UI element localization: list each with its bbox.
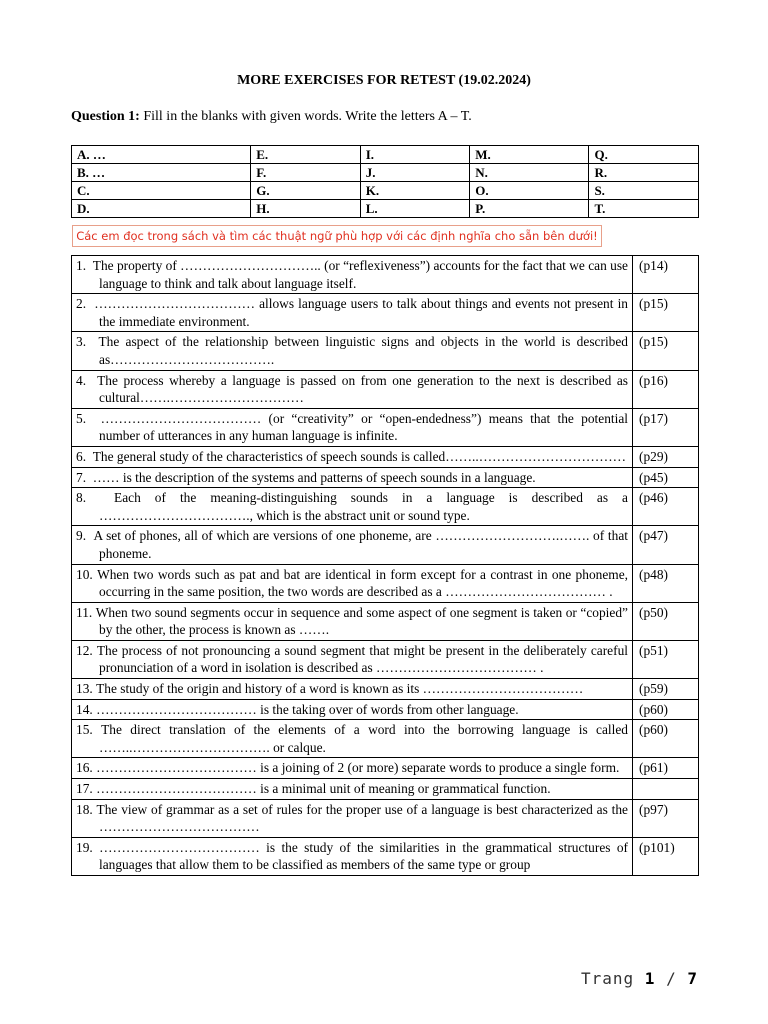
answer-cell[interactable]: P. [470, 200, 589, 218]
definition-row [72, 837, 699, 875]
page-reference: (p15) [633, 332, 699, 370]
definition-text: 4. The process whereby a language is passed on from one generation to the next is described as cultural…….………………………… [72, 370, 633, 408]
answer-cell[interactable]: R. [589, 164, 699, 182]
definition-row [72, 779, 699, 800]
page-reference: (p59) [633, 679, 699, 700]
definition-text: 12. The process of not pronouncing a sound segment that might be present in the deliberately careful pronunciation of a word in isolation is described as ……………………………… . [72, 640, 633, 678]
page-reference: (p101) [633, 837, 699, 875]
answer-cell[interactable]: F. [251, 164, 361, 182]
definition-text: 13. The study of the origin and history of a word is known as its ……………………………… [72, 679, 633, 700]
definition-row [72, 758, 699, 779]
page-reference: (p97) [633, 799, 699, 837]
question-text: Fill in the blanks with given words. Write the letters A – T. [139, 109, 472, 124]
answer-cell[interactable]: K. [360, 182, 470, 200]
definition-text: 18. The view of grammar as a set of rules for the proper use of a language is best characterized as the ……………………………… [72, 799, 633, 837]
answer-grid-row [72, 200, 699, 218]
definition-text: 14. ……………………………… is the taking over of words from other language. [72, 699, 633, 720]
answer-cell[interactable]: C. [72, 182, 251, 200]
page-reference: (p46) [633, 488, 699, 526]
definition-text: 10. When two words such as pat and bat are identical in form except for a contrast in one phoneme, occurring in the same position, the two words are described as a ……………………………… . [72, 564, 633, 602]
answer-cell[interactable]: L. [360, 200, 470, 218]
definition-row [72, 332, 699, 370]
answer-grid-row [72, 164, 699, 182]
definition-text: 2. ……………………………… allows language users to talk about things and events not present in the immediate environment. [72, 294, 633, 332]
definition-row [72, 679, 699, 700]
definition-row [72, 720, 699, 758]
page-reference: (p48) [633, 564, 699, 602]
answer-cell[interactable]: N. [470, 164, 589, 182]
answer-cell[interactable]: D. [72, 200, 251, 218]
definition-text: 19. ……………………………… is the study of the similarities in the grammatical structures of languages that allow them to be classified as members of the same type or group [72, 837, 633, 875]
page-reference: (p45) [633, 467, 699, 488]
definition-text: 1. The property of ………………………….. (or “reflexiveness”) accounts for the fact that we can use language to think and talk about language itself. [72, 256, 633, 294]
definition-row [72, 446, 699, 467]
definition-text: 6. The general study of the characteristics of speech sounds is called……..…………………………… [72, 446, 633, 467]
answer-cell[interactable]: J. [360, 164, 470, 182]
answer-cell[interactable]: O. [470, 182, 589, 200]
answer-grid-row [72, 146, 699, 164]
definition-row [72, 488, 699, 526]
definition-text: 7. …… is the description of the systems and patterns of speech sounds in a language. [72, 467, 633, 488]
answer-cell[interactable]: B. … [72, 164, 251, 182]
page-total: 7 [687, 969, 698, 988]
definition-row [72, 256, 699, 294]
answer-cell[interactable]: M. [470, 146, 589, 164]
definition-row [72, 602, 699, 640]
answer-grid [71, 145, 699, 218]
definition-row [72, 294, 699, 332]
answer-cell[interactable]: H. [251, 200, 361, 218]
page-current: 1 [644, 969, 656, 988]
answer-cell[interactable]: E. [251, 146, 361, 164]
definition-text: 15. The direct translation of the elements of a word into the borrowing language is called ……..…………………………. or calque. [72, 720, 633, 758]
instruction-note: Các em đọc trong sách và tìm các thuật ngữ phù hợp với các định nghĩa cho sẵn bên dưới! [72, 225, 602, 247]
page-reference: (p60) [633, 699, 699, 720]
page-reference [633, 779, 699, 800]
definition-row [72, 564, 699, 602]
page-reference: (p17) [633, 408, 699, 446]
page-reference: (p15) [633, 294, 699, 332]
question-label: Question 1: [71, 109, 140, 124]
definition-row [72, 408, 699, 446]
question-instruction [71, 109, 472, 125]
definition-text: 16. ……………………………… is a joining of 2 (or more) separate words to produce a single form. [72, 758, 633, 779]
definitions-table [71, 255, 699, 876]
document-title: MORE EXERCISES FOR RETEST (19.02.2024) [237, 73, 531, 88]
page-reference: (p51) [633, 640, 699, 678]
page-reference: (p61) [633, 758, 699, 779]
definition-text: 3. The aspect of the relationship between linguistic signs and objects in the world is described as………………………………. [72, 332, 633, 370]
answer-cell[interactable]: G. [251, 182, 361, 200]
page-prefix: Trang [581, 969, 645, 988]
answer-cell[interactable]: Q. [589, 146, 699, 164]
definition-text: 5. ……………………………… (or “creativity” or “open-endedness”) means that the potential number of utterances in any human language is infinite. [72, 408, 633, 446]
page-reference: (p29) [633, 446, 699, 467]
definition-row [72, 370, 699, 408]
answer-cell[interactable]: T. [589, 200, 699, 218]
definition-text: 9. A set of phones, all of which are versions of one phoneme, are ……………………….……. of that phoneme. [72, 526, 633, 564]
answer-cell[interactable]: S. [589, 182, 699, 200]
page-reference: (p47) [633, 526, 699, 564]
answer-grid-row [72, 182, 699, 200]
definition-text: 11. When two sound segments occur in sequence and some aspect of one segment is taken or “copied” by the other, the process is known as ……. [72, 602, 633, 640]
definition-row [72, 799, 699, 837]
page-reference: (p14) [633, 256, 699, 294]
page-reference: (p50) [633, 602, 699, 640]
definition-row [72, 526, 699, 564]
definition-row [72, 467, 699, 488]
answer-cell[interactable]: A. … [72, 146, 251, 164]
answer-cell[interactable]: I. [360, 146, 470, 164]
definition-row [72, 699, 699, 720]
page-reference: (p16) [633, 370, 699, 408]
page-indicator [581, 969, 698, 988]
definition-text: 17. ……………………………… is a minimal unit of meaning or grammatical function. [72, 779, 633, 800]
page-sep: / [655, 969, 688, 988]
page-reference: (p60) [633, 720, 699, 758]
definition-row [72, 640, 699, 678]
definition-text: 8. Each of the meaning-distinguishing sounds in a language is described as a ……………………………., which is the abstract unit or sound type. [72, 488, 633, 526]
